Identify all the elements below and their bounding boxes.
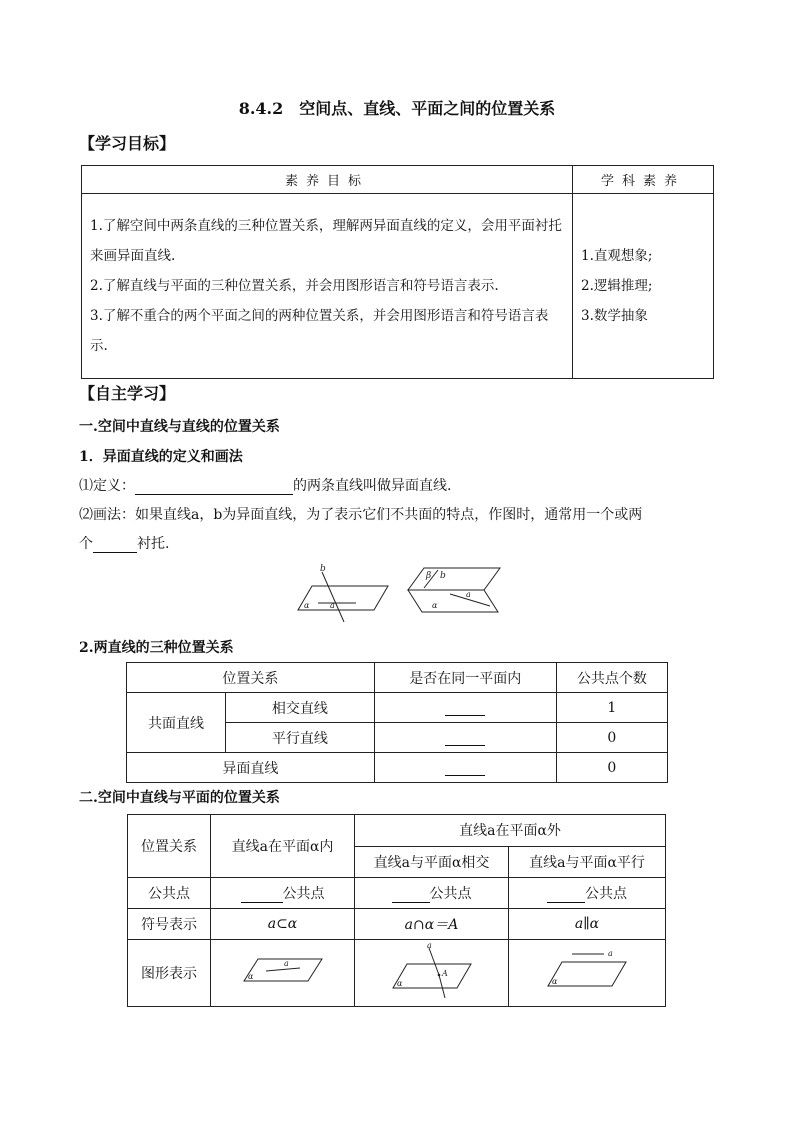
drawing-suffix: 衬托. — [137, 536, 170, 552]
fig1-label-b: b — [320, 564, 326, 574]
fig-int-label-A: A — [441, 969, 448, 978]
row-parallel-count: 0 — [556, 723, 667, 753]
header-common-points: 公共点个数 — [556, 663, 667, 693]
figure-line-parallel-plane — [542, 946, 632, 996]
row-skew-name: 异面直线 — [127, 753, 375, 783]
line-plane-table — [127, 814, 666, 1007]
definition-suffix: 的两条直线叫做异面直线. — [293, 478, 452, 494]
row-skew-blank[interactable] — [374, 753, 556, 783]
fig-par-label-alpha: α — [552, 977, 558, 986]
figure-parallel — [509, 940, 666, 1007]
subsection-1-heading: 1．异面直线的定义和画法 — [79, 449, 243, 465]
corner-relation: 位置关系 — [128, 815, 211, 878]
fig-in-label-a: a — [283, 959, 289, 968]
col-in-plane: 直线a在平面α内 — [211, 815, 355, 878]
skew-figure-two-planes — [408, 568, 500, 612]
col-outside-plane: 直线a在平面α外 — [355, 815, 666, 847]
figure-intersecting — [355, 940, 509, 1007]
goal-1: 1.了解空间中两条直线的三种位置关系，理解两异面直线的定义，会用平面衬托来画异面直线. — [90, 218, 562, 264]
literacy-1: 1.直观想象; — [581, 248, 653, 264]
definition-blank[interactable] — [135, 478, 293, 495]
figure-in-plane — [211, 940, 355, 1007]
fig1-label-a: a — [330, 601, 335, 610]
section-1-heading: 一.空间中直线与直线的位置关系 — [79, 419, 280, 435]
skew-figure-one-plane — [298, 564, 388, 622]
drawing-method-line-2 — [79, 533, 169, 553]
learning-goals-heading: 【学习目标】 — [79, 134, 176, 153]
goal-2: 2.了解直线与平面的三种位置关系，并会用图形语言和符号语言表示. — [90, 278, 499, 294]
fig1-label-alpha: α — [304, 601, 310, 610]
skew-lines-figures — [290, 560, 510, 626]
definition-line — [79, 475, 451, 495]
goals-cell — [82, 194, 573, 379]
points-parallel[interactable]: 公共点 — [509, 878, 666, 909]
fig-par-label-a: a — [608, 949, 613, 958]
symbol-intersecting: a∩α＝A — [355, 909, 509, 940]
symbol-in-plane: a⊂α — [211, 909, 355, 940]
header-relation: 位置关系 — [127, 663, 375, 693]
definition-prefix: ⑴定义： — [79, 478, 135, 494]
fig2-label-alpha: α — [432, 601, 438, 610]
points-in-plane[interactable]: 公共点 — [211, 878, 355, 909]
self-study-heading: 【自主学习】 — [79, 384, 176, 403]
col-header-goals: 素养目标 — [82, 166, 573, 194]
fig-int-label-a: a — [426, 941, 432, 950]
literacy-2: 2.逻辑推理; — [581, 278, 653, 294]
goal-3: 3.了解不重合的两个平面之间的两种位置关系，并会用图形语言和符号语言表示. — [90, 308, 549, 354]
fig2-label-a: a — [466, 590, 471, 599]
col-intersecting: 直线a与平面α相交 — [355, 846, 509, 878]
two-lines-relations-table — [126, 662, 668, 783]
drawing-method-line-1: ⑵画法：如果直线a，b为异面直线，为了表示它们不共面的特点，作图时，通常用一个或两 — [79, 507, 643, 523]
line-plane-heading: 二.空间中直线与平面的位置关系 — [79, 790, 280, 806]
fig-in-label-alpha: α — [247, 972, 253, 981]
figure-line-in-plane — [238, 951, 328, 991]
row-figure: 图形表示 — [128, 940, 211, 1007]
literacy-3: 3.数学抽象 — [581, 308, 648, 324]
row-skew-count: 0 — [556, 753, 667, 783]
drawing-blank[interactable] — [93, 536, 137, 553]
group-coplanar: 共面直线 — [127, 693, 226, 753]
figure-line-intersecting-plane — [387, 940, 477, 1002]
row-intersecting-blank[interactable] — [374, 693, 556, 723]
col-header-literacy: 学科素养 — [573, 166, 714, 194]
relations-table-heading: 2.两直线的三种位置关系 — [79, 640, 234, 656]
drawing-prefix: 个 — [79, 536, 93, 552]
fig2-label-beta: β — [426, 571, 432, 581]
row-parallel-blank[interactable] — [374, 723, 556, 753]
page-title: 8.4.2 空间点、直线、平面之间的位置关系 — [238, 99, 556, 118]
learning-goals-table — [81, 165, 714, 379]
row-intersecting-name: 相交直线 — [226, 693, 375, 723]
literacy-cell — [573, 194, 714, 379]
fig-int-label-alpha: α — [396, 979, 402, 988]
row-parallel-name: 平行直线 — [226, 723, 375, 753]
row-intersecting-count: 1 — [556, 693, 667, 723]
fig2-label-b: b — [440, 571, 446, 581]
points-intersecting[interactable]: 公共点 — [355, 878, 509, 909]
symbol-parallel: a∥α — [509, 909, 666, 940]
col-parallel: 直线a与平面α平行 — [509, 846, 666, 878]
row-common-points: 公共点 — [128, 878, 211, 909]
header-same-plane: 是否在同一平面内 — [374, 663, 556, 693]
row-symbol: 符号表示 — [128, 909, 211, 940]
